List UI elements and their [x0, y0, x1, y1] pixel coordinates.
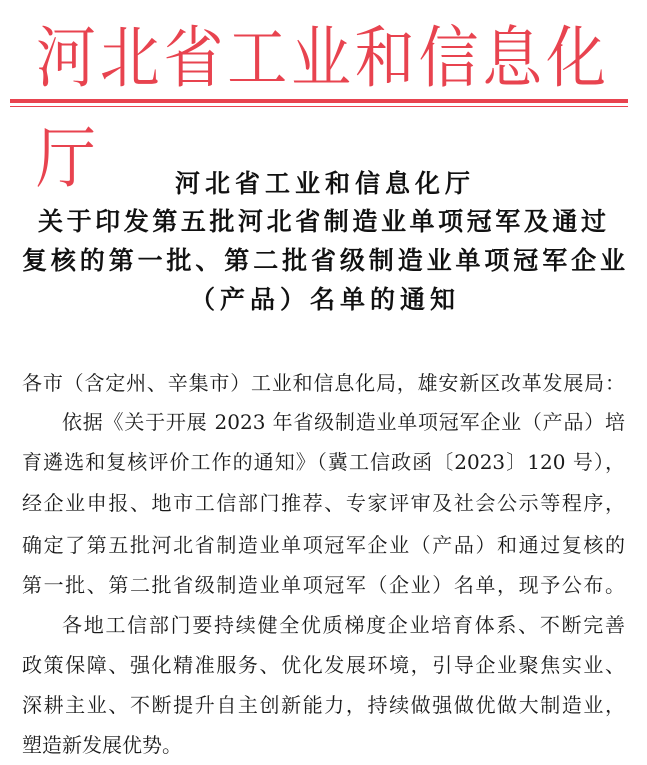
masthead-rule-thick — [10, 99, 628, 103]
paragraph-line: 塑造新发展优势。 — [22, 733, 182, 757]
salutation: 各市（含定州、辛集市）工业和信息化局，雄安新区改革发展局： — [22, 371, 625, 395]
paragraph-line: 政策保障、强化精准服务、优化发展环境，引导企业聚焦实业、 — [22, 653, 625, 677]
title-line: 关于印发第五批河北省制造业单项冠军及通过 — [38, 207, 606, 236]
paragraph-line: 深耕主业、不断提升自主创新能力，持续做强做优做大制造业， — [22, 693, 625, 717]
masthead-org-name: 河北省工业和信息化厅 — [36, 19, 606, 199]
paragraph-line: 经企业申报、地市工信部门推荐、专家评审及社会公示等程序， — [22, 491, 625, 515]
paragraph-line: 育遴选和复核评价工作的通知》（冀工信政函〔2023〕120 号）， — [22, 450, 625, 474]
paragraph-line: 确定了第五批河北省制造业单项冠军企业（产品）和通过复核的 — [22, 533, 625, 557]
paragraph-line: 第一批、第二批省级制造业单项冠军（企业）名单，现予公布。 — [22, 573, 625, 597]
paragraph-line: 各地工信部门要持续健全优质梯度企业培育体系、不断完善 — [62, 613, 625, 637]
masthead-rule-thin — [10, 106, 628, 107]
title-line: 复核的第一批、第二批省级制造业单项冠军企业 — [22, 246, 625, 275]
paragraph-line: 依据《关于开展 2023 年省级制造业单项冠军企业（产品）培 — [62, 410, 625, 434]
title-line: 河北省工业和信息化厅 — [175, 169, 470, 198]
title-line: （产品）名单的通知 — [190, 285, 455, 314]
